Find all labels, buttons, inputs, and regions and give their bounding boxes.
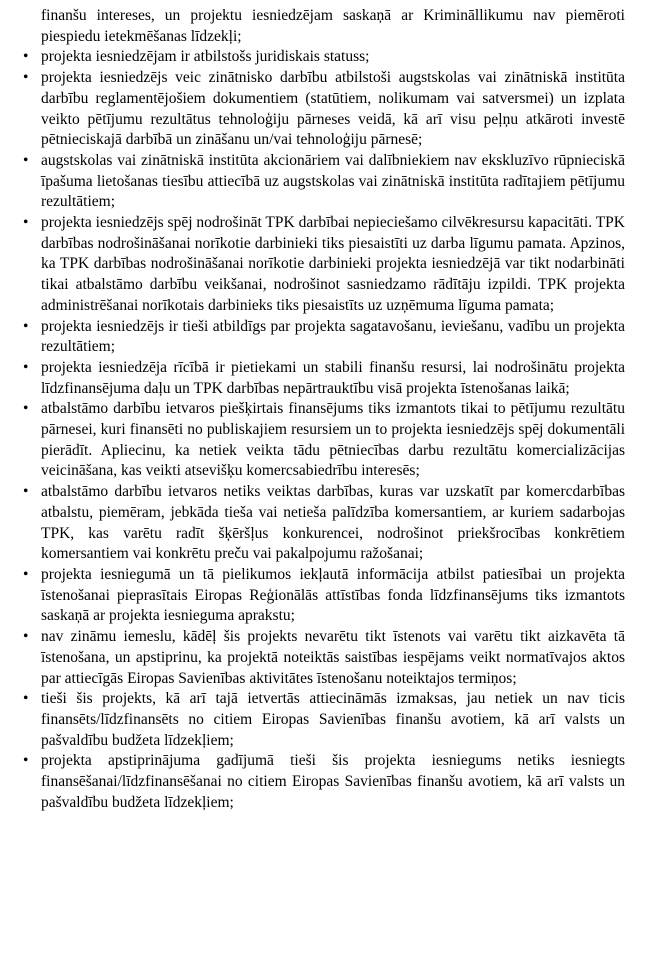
bullet-icon: • <box>23 214 29 232</box>
bullet-icon: • <box>23 48 29 66</box>
list-item <box>23 751 625 813</box>
bullet-icon: • <box>23 690 29 708</box>
list-item-text: projekta iesniedzējs veic zinātnisko darbību atbilstoši augstskolas vai zinātniskā institūta darbību reglamentējošiem dokumentiem (statūtiem, nolikumam vai satversmei) un izplata veikto pētījumu rezultātus tehnoloģiju pārneses veidā, kā arī visu peļņu atkāroti investē pētnieciskajā darbībā un zināšanu un/vai tehnoloģiju pārnesē; <box>41 69 625 149</box>
bullet-icon: • <box>23 628 29 646</box>
list-item-text: projekta iesniegumā un tā pielikumos iekļautā informācija atbilst patiesībai un projekta īstenošanai pieprasītais Eiropas Reģionālās attīstības fonda līdzfinansējums tiks izmantots saskaņā ar projekta iesnieguma aprakstu; <box>41 565 625 625</box>
list-item <box>23 482 625 565</box>
list-item-text: projekta iesniedzējs spēj nodrošināt TPK darbībai nepieciešamo cilvēkresursu kapacitāti. TPK darbības nodrošināšanai norīkotie darbinieki tiks piesaistīti uz darba līgumu pamata. Apzinos, ka TPK darbības nodrošināšanai norīkotie darbinieki projekta iesniedzējā var tikt nodarbināti tikai atbalstāmo darbību veikšanai, nodrošinot sasniedzamo rādītāju izpildi. TPK projekta administrēšanai norīkotais darbinieks tiks piesaistīts uz uzņēmuma līguma pamata; <box>41 214 625 314</box>
list-item <box>23 565 625 627</box>
paragraph-continuation: finanšu intereses, un projektu iesniedzējam saskaņā ar Krimināllikumu nav piemēroti piespiedu ietekmēšanas līdzekļi; <box>41 7 625 45</box>
list-item <box>23 47 625 68</box>
declaration-bullet-list <box>23 47 625 813</box>
list-item <box>23 689 625 751</box>
list-item <box>23 358 625 399</box>
list-item-text: atbalstāmo darbību ietvaros piešķirtais finansējums tiks izmantots tikai to pētījumu rezultātu pārnesei, kuri finansēti no publiskajiem resursiem un to projekta iesniedzējs spēj dokumentāli pierādīt. Apliecinu, ka netiek veikta tādu pētniecības darbu rezultātu komercializācijas veicināšana, kas veikti atsevišķu komercsabiedrību interesēs; <box>41 400 625 480</box>
list-item-text: augstskolas vai zinātniskā institūta akcionāriem vai dalībniekiem nav ekskluzīvo rūpnieciskā īpašuma lietošanas tiesību attiecībā uz augstskolas vai zinātniskā institūta radītajiem pētījumu rezultātiem; <box>41 151 625 211</box>
list-item <box>23 151 625 213</box>
list-item-text: nav zināmu iemeslu, kādēļ šis projekts nevarētu tikt īstenots vai varētu tikt aizkavēta tā īstenošana, un apstiprinu, ka projektā noteiktās saistības iespējams veikt normatīvajos aktos par attiecīgās Eiropas Savienības aktivitātes īstenošanu noteiktajos termiņos; <box>41 628 625 687</box>
bullet-icon: • <box>23 317 29 335</box>
list-item-text: atbalstāmo darbību ietvaros netiks veiktas darbības, kuras var uzskatīt par komercdarbības atbalstu, piemēram, jebkāda tieša vai netieša palīdzība komersantiem, ar kuriem sadarbojas TPK, kas varētu radīt šķēršļus konkurencei, nodrošinot priekšrocības konkrētiem komersantiem vai konkrētu preču vai pakalpojumu ražošanai; <box>41 483 625 563</box>
list-item-text: projekta iesniedzējs ir tieši atbildīgs par projekta sagatavošanu, ieviešanu, vadību un projekta rezultātiem; <box>41 317 625 356</box>
bullet-icon: • <box>23 358 29 376</box>
bullet-icon: • <box>23 69 29 87</box>
bullet-icon: • <box>23 565 29 583</box>
list-item <box>23 399 625 482</box>
list-item-text: projekta iesniedzējam ir atbilstošs juridiskais statuss; <box>41 48 370 66</box>
bullet-icon: • <box>23 151 29 169</box>
list-item-text: projekta iesniedzēja rīcībā ir pietiekami un stabili finanšu resursi, lai nodrošinātu projekta līdzfinansējuma daļu un TPK darbības nepārtrauktību visā projekta īstenošanas laikā; <box>41 358 625 397</box>
list-item <box>23 68 625 151</box>
list-item <box>23 627 625 689</box>
list-item <box>23 317 625 358</box>
bullet-icon: • <box>23 400 29 418</box>
list-item-text: projekta apstiprinājuma gadījumā tieši šis projekta iesniegums netiks iesniegts finansēšanai/līdzfinansēšanai no citiem Eiropas Savienības finanšu avotiem, kā arī valsts un pašvaldību budžeta līdzekļiem; <box>41 752 625 811</box>
bullet-icon: • <box>23 752 29 770</box>
list-item <box>23 213 625 317</box>
list-item-text: tieši šis projekts, kā arī tajā ietvertās attiecināmās izmaksas, jau netiek un nav ticis finansēts/līdzfinansēts no citiem Eiropas Savienības finanšu avotiem, kā arī valsts un pašvaldību budžeta līdzekļiem; <box>41 690 625 749</box>
bullet-icon: • <box>23 483 29 501</box>
